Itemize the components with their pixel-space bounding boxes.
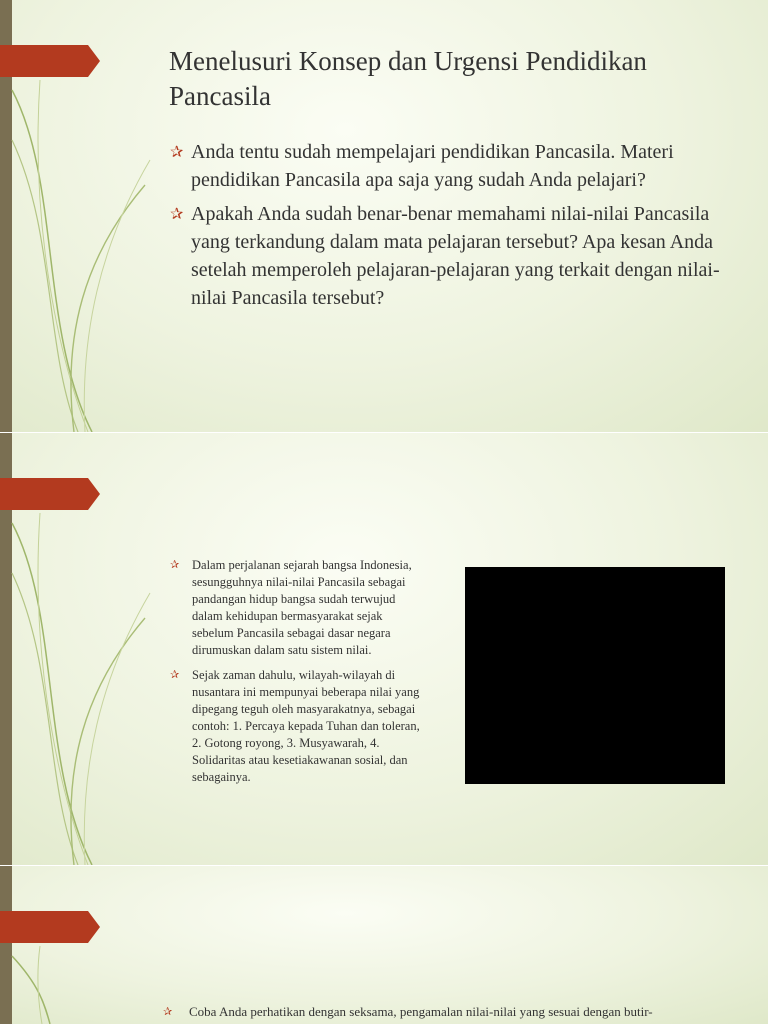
image-placeholder	[465, 567, 725, 784]
bullet-text: Anda tentu sudah mempelajari pendidikan Pancasila. Materi pendidikan Pancasila apa saja yang sudah Anda pelajari?	[191, 141, 674, 191]
slide-3	[0, 866, 768, 1024]
decorative-curves	[0, 866, 160, 1024]
slide-1	[0, 0, 768, 432]
bullet-marker-icon: ✰	[170, 206, 184, 223]
slide-tag-shape	[0, 45, 100, 77]
bullet-item	[170, 557, 420, 659]
bullet-marker-icon: ✰	[170, 559, 180, 571]
bullet-list	[170, 557, 420, 794]
bullet-text: Dalam perjalanan sejarah bangsa Indonesia, sesungguhnya nilai-nilai Pancasila sebagai pandangan hidup bangsa sudah terwujud dalam kehidupan bermasyarakat sejak sebelum Pancasila sebagai dasar negara dirumuskan dalam satu sistem nilai.	[192, 558, 412, 657]
slide-tag-shape	[0, 911, 100, 943]
bullet-list	[163, 1003, 743, 1021]
bullet-marker-icon: ✰	[163, 1006, 173, 1018]
bullet-list	[170, 138, 730, 318]
bullet-item	[163, 1003, 743, 1021]
bullet-text: Apakah Anda sudah benar-benar memahami nilai-nilai Pancasila yang terkandung dalam mata pelajaran tersebut? Apa kesan Anda setelah memperoleh pelajaran-pelajaran yang terkait dengan nilai-nilai Pancasila tersebut?	[191, 203, 720, 309]
bullet-item	[170, 200, 730, 312]
bullet-item	[170, 138, 730, 194]
bullet-marker-icon: ✰	[170, 144, 184, 161]
slide-tag-shape	[0, 478, 100, 510]
slide-title: Menelusuri Konsep dan Urgensi Pendidikan Pancasila	[169, 46, 647, 111]
bullet-item	[170, 667, 420, 786]
bullet-marker-icon: ✰	[170, 669, 180, 681]
bullet-text: Sejak zaman dahulu, wilayah-wilayah di nusantara ini mempunyai beberapa nilai yang dipegang teguh oleh masyarakatnya, sebagai contoh: 1. Percaya kepada Tuhan dan toleran, 2. Gotong royong, 3. Musyawarah, 4. Solidaritas atau kesetiakawanan sosial, dan sebagainya.	[192, 668, 420, 784]
bullet-text: Coba Anda perhatikan dengan seksama, pengamalan nilai-nilai yang sesuai dengan butir-	[189, 1004, 653, 1019]
